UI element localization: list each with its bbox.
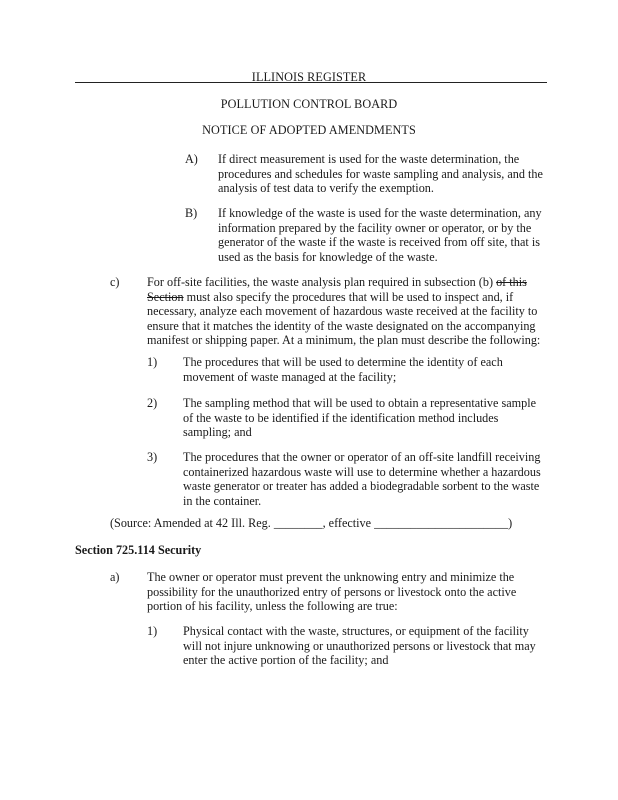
notice-title: NOTICE OF ADOPTED AMENDMENTS	[202, 123, 416, 137]
item-A-text: If direct measurement is used for the waste determination, the procedures and schedules for waste sampling and analysis, and the analysis of test data to verify the exemption.	[218, 152, 543, 195]
item-c2-text: The sampling method that will be used to obtain a representative sample of the waste to be identified if the identification method includes sampling; and	[183, 396, 537, 439]
section-heading: Section 725.114 Security	[75, 543, 202, 557]
item-c-struck-text: of this Section	[147, 275, 527, 304]
sec-item-a1-label: 1)	[147, 624, 158, 638]
item-c1-label: 1)	[147, 355, 158, 369]
item-c2-label: 2)	[147, 396, 158, 410]
item-c-label: c)	[110, 275, 120, 289]
board-title: POLLUTION CONTROL BOARD	[220, 97, 398, 111]
source-note: (Source: Amended at 42 Ill. Reg. ________, effective ______________________)	[110, 516, 513, 530]
sec-item-a1-text: Physical contact with the waste, structures, or equipment of the facility will not injure unknowing or unauthorized persons or livestock that may enter the active portion of the facility; and	[183, 624, 536, 667]
item-c-text	[147, 275, 547, 348]
register-title: ILLINOIS REGISTER	[251, 70, 367, 84]
sec-item-a-text: The owner or operator must prevent the unknowing entry and minimize the possibility for the unauthorized entry of persons or livestock onto the active portion of his facility, unless the following are true:	[147, 570, 517, 613]
item-c-text-after: must also specify the procedures that will be used to inspect and, if necessary, analyze each movement of hazardous waste received at the facility to ensure that it matches the identity of the waste designated on the accompanying manifest or shipping paper. At a minimum, the plan must describe the following:	[147, 289, 541, 347]
item-c3-text: The procedures that the owner or operator of an off-site landfill receiving containerized hazardous waste will use to determine whether a hazardous waste generator or treater has added a biodegradable sorbent to the waste in the container.	[183, 450, 541, 508]
item-A-label: A)	[185, 152, 198, 166]
item-B-text: If knowledge of the waste is used for the waste determination, any information prepared by the facility owner or operator, or by the generator of the waste if the waste is received from off site, that is used as the basis for knowledge of the waste.	[218, 206, 542, 264]
item-c-text-before: For off-site facilities, the waste analysis plan required in subsection (b)	[147, 275, 497, 289]
item-c1-text: The procedures that will be used to determine the identity of each movement of waste managed at the facility;	[183, 355, 503, 384]
sec-item-a-label: a)	[110, 570, 120, 584]
item-c3-label: 3)	[147, 450, 158, 464]
item-B-label: B)	[185, 206, 198, 220]
